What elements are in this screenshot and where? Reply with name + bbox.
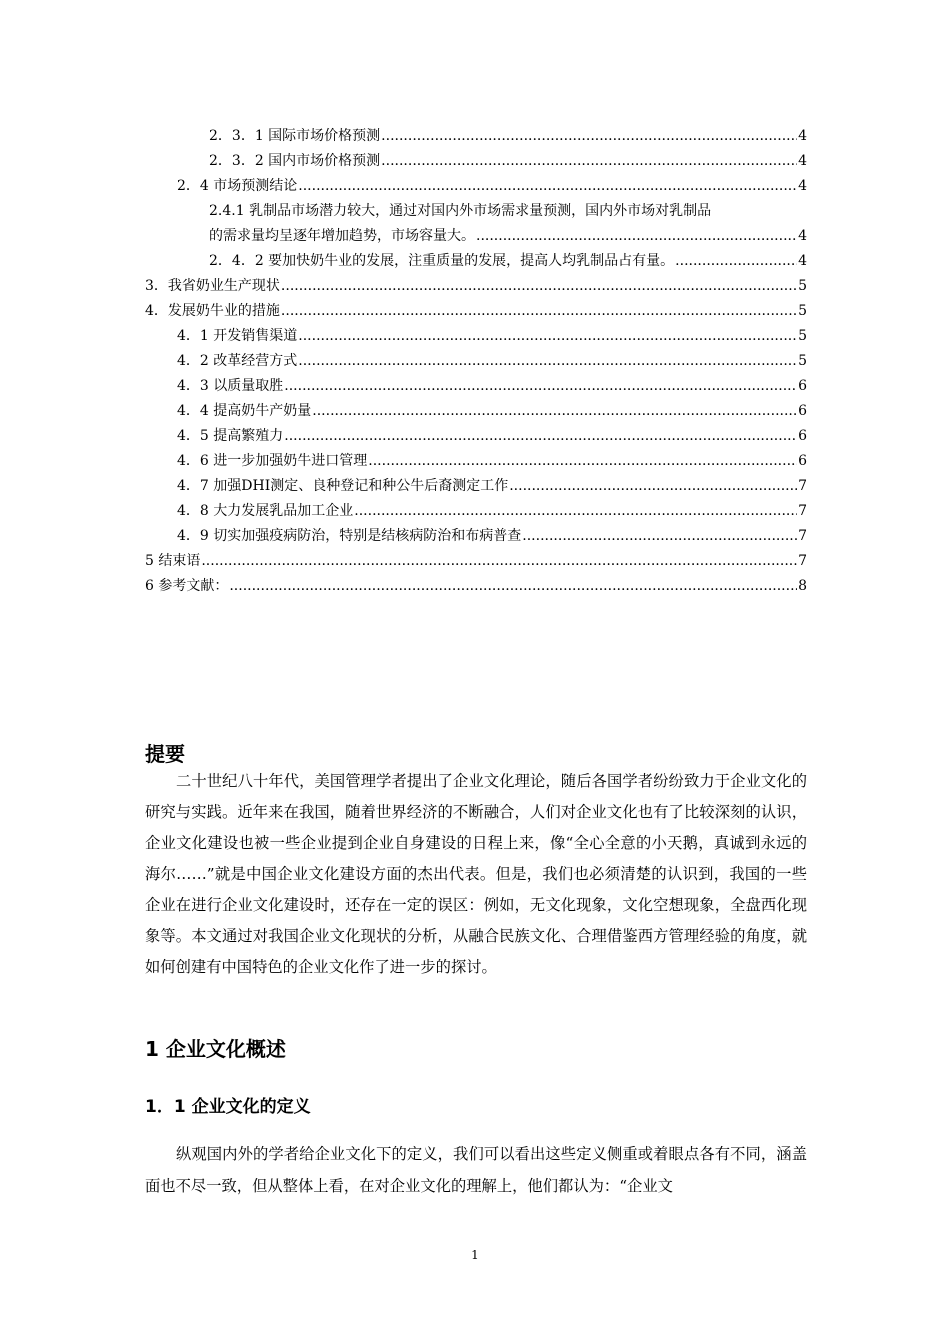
toc-leader-dots [522,524,797,549]
toc-leader-dots [312,399,797,424]
toc-entry[interactable] [145,324,807,349]
toc-leader-dots [284,374,797,399]
toc-entry[interactable] [145,174,807,199]
toc-entry-title: 4．1 开发销售渠道 [177,328,298,344]
toc-entry[interactable] [145,549,807,574]
toc-entry-title: 4．发展奶牛业的措施 [145,303,280,319]
toc-entry-title: 2．4．2 要加快奶牛业的发展，注重质量的发展，提高人均乳制品占有量。 [209,253,675,269]
toc-entry-title: 4．3 以质量取胜 [177,378,284,394]
toc-entry[interactable] [145,249,807,274]
section-heading: 1 企业文化概述 [145,1037,286,1061]
toc-entry[interactable] [145,199,807,249]
toc-entry-title: 4．6 进一步加强奶牛进口管理 [177,453,368,469]
toc-entry-page: 4 [798,153,807,169]
toc-entry-title: 4．7 加强DHI测定、良种登记和种公牛后裔测定工作 [177,478,509,494]
toc-entry-title: 4．4 提高奶牛产奶量 [177,403,312,419]
toc-leader-dots [298,324,797,349]
subsection-heading: 1．1 企业文化的定义 [145,1097,311,1117]
toc-entry[interactable] [145,499,807,524]
toc-entry[interactable] [145,299,807,324]
toc-entry-title: 3．我省奶业生产现状 [145,278,280,294]
toc-leader-dots [298,174,797,199]
toc-entry-page: 6 [798,428,807,444]
toc-entry-title: 4．5 提高繁殖力 [177,428,284,444]
toc-entry-page: 8 [798,578,807,594]
toc-entry[interactable] [145,424,807,449]
toc-leader-dots [381,124,797,149]
toc-entry-page: 7 [798,478,807,494]
toc-entry-line2 [209,224,807,249]
toc-leader-dots [368,449,797,474]
toc-entry-page: 4 [798,228,807,244]
toc-entry[interactable] [145,574,807,599]
toc-entry-page: 5 [798,328,807,344]
toc-entry-title: 2．4 市场预测结论 [177,178,298,194]
toc-entry-page: 7 [798,553,807,569]
toc-entry-title: 4．2 改革经营方式 [177,353,298,369]
toc-entry[interactable] [145,399,807,424]
toc-entry-page: 6 [798,403,807,419]
toc-entry[interactable] [145,274,807,299]
toc-leader-dots [675,249,797,274]
page-number: 1 [471,1248,479,1262]
toc-entry-page: 4 [798,253,807,269]
toc-leader-dots [298,349,797,374]
toc-leader-dots [201,549,797,574]
toc-leader-dots [281,274,797,299]
toc-leader-dots [354,499,797,524]
abstract-paragraph: 二十世纪八十年代，美国管理学者提出了企业文化理论，随后各国学者纷纷致力于企业文化的研究与实践。近年来在我国，随着世界经济的不断融合，人们对企业文化也有了比较深刻的认识，企业文化建设也被一些企业提到企业自身建设的日程上来，像“全心全意的小天鹅，真诚到永远的海尔……”就是中国企业文化建设方面的杰出代表。但是，我们也必须清楚的认识到，我国的一些企业在进行企业文化建设时，还存在一定的误区：例如，无文化现象，文化空想现象，全盘西化现象等。本文通过对我国企业文化现状的分析，从融合民族文化、合理借鉴西方管理经验的角度，就如何创建有中国特色的企业文化作了进一步的探讨。 [145,772,807,976]
toc-entry-title-line1: 2.4.1 乳制品市场潜力较大，通过对国内外市场需求量预测，国内外市场对乳制品 [209,203,712,219]
toc-entry-page: 5 [798,303,807,319]
toc-entry-page: 7 [798,528,807,544]
toc-entry-title-line2: 的需求量均呈逐年增加趋势，市场容量大。 [209,228,475,244]
toc-entry[interactable] [145,374,807,399]
toc-entry-page: 7 [798,503,807,519]
toc-entry-title: 4．9 切实加强疫病防治，特别是结核病防治和布病普查 [177,528,522,544]
toc-entry-title: 5 结束语 [145,553,201,569]
toc-entry[interactable] [145,474,807,499]
toc-entry-title: 2．3．2 国内市场价格预测 [209,153,381,169]
toc-entry[interactable] [145,124,807,149]
toc-entry-page: 6 [798,453,807,469]
toc-entry-title: 2．3．1 国际市场价格预测 [209,128,381,144]
toc-entry[interactable] [145,449,807,474]
toc-entry[interactable] [145,524,807,549]
toc-leader-dots [284,424,797,449]
toc-leader-dots [229,574,797,599]
toc-entry-page: 6 [798,378,807,394]
toc-entry-page: 5 [798,278,807,294]
toc-leader-dots [381,149,797,174]
toc-entry-page: 5 [798,353,807,369]
abstract-heading: 提要 [145,742,185,766]
toc-leader-dots [509,474,797,499]
toc-entry[interactable] [145,149,807,174]
table-of-contents [145,124,807,599]
toc-entry-title: 4．8 大力发展乳品加工企业 [177,503,354,519]
toc-entry-page: 4 [798,128,807,144]
body-paragraph: 纵观国内外的学者给企业文化下的定义，我们可以看出这些定义侧重或着眼点各有不同，涵盖面也不尽一致，但从整体上看，在对企业文化的理解上，他们都认为：“企业文 [145,1145,807,1195]
toc-entry-page: 4 [798,178,807,194]
toc-entry[interactable] [145,349,807,374]
toc-leader-dots [476,224,797,249]
toc-entry-title: 6 参考文献： [145,578,229,594]
toc-leader-dots [281,299,797,324]
